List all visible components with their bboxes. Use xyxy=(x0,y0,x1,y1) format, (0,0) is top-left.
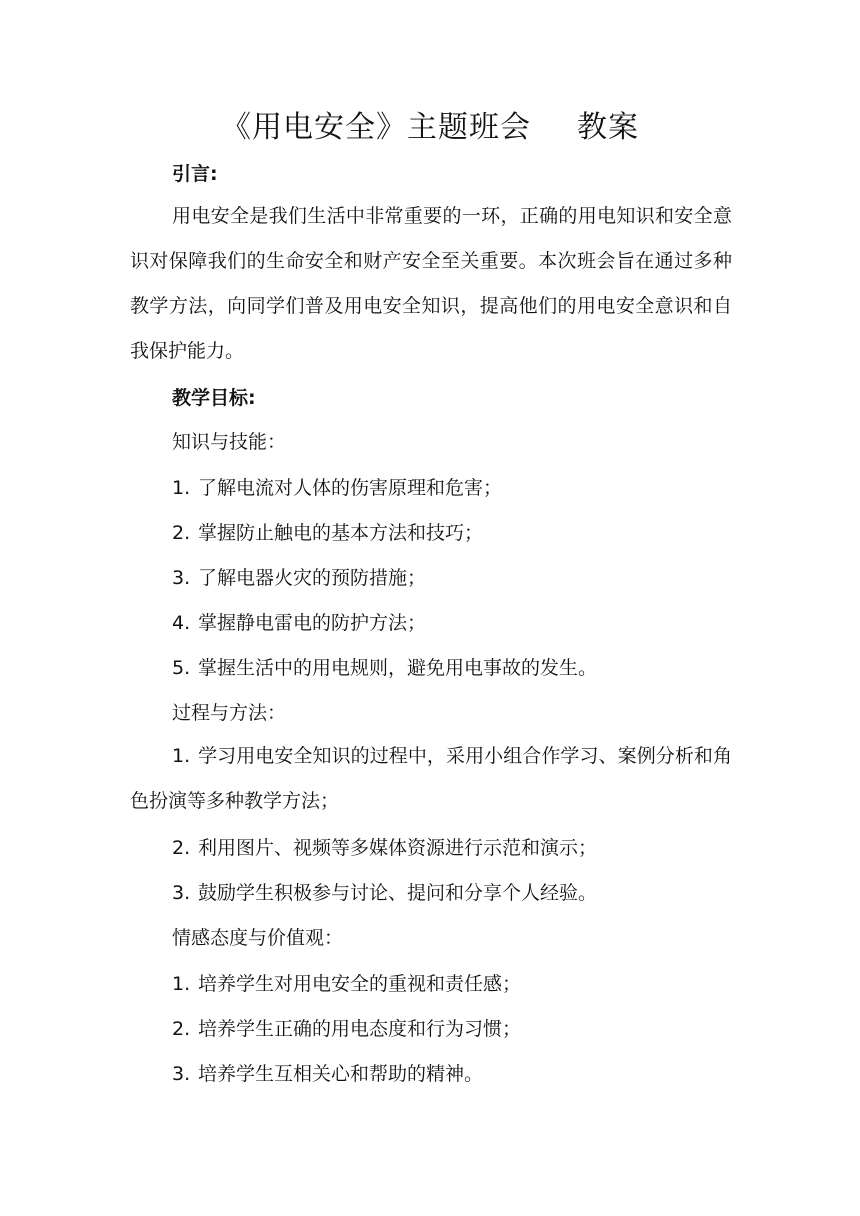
page-title xyxy=(0,106,860,150)
list-item xyxy=(172,1015,732,1043)
emotion-label: 情感态度与价值观： xyxy=(172,927,344,949)
list-item xyxy=(130,734,732,824)
knowledge-label: 知识与技能： xyxy=(172,431,287,453)
list-item-number: 3. xyxy=(172,567,191,589)
intro-paragraph: 用电安全是我们生活中非常重要的一环，正确的用电知识和安全意识对保障我们的生命安全和财产安全至关重要。本次班会旨在通过多种教学方法，向同学们普及用电安全知识，提高他们的用电安全意识和自我保护能力。 xyxy=(130,205,732,362)
list-item-text: 掌握静电雷电的防护方法； xyxy=(198,612,427,634)
list-item-number: 2. xyxy=(172,522,191,544)
list-item-text: 掌握防止触电的基本方法和技巧； xyxy=(198,522,484,544)
list-item-number: 3. xyxy=(172,882,191,904)
objectives-heading: 教学目标: xyxy=(172,387,256,409)
list-item-number: 4. xyxy=(172,612,191,634)
list-item-text: 鼓励学生积极参与讨论、提问和分享个人经验。 xyxy=(198,882,598,904)
title-main: 《用电安全》主题班会 xyxy=(221,110,531,145)
intro-heading: 引言: xyxy=(172,163,218,185)
list-item-number: 1. xyxy=(172,973,191,995)
list-item xyxy=(172,564,732,592)
process-label: 过程与方法： xyxy=(172,702,287,724)
list-item-text: 了解电器火灾的预防措施； xyxy=(198,567,427,589)
list-item xyxy=(172,609,732,637)
list-item-number: 2. xyxy=(172,1018,191,1040)
list-item-text: 学习用电安全知识的过程中，采用小组合作学习、案例分析和角色扮演等多种教学方法； xyxy=(130,745,732,812)
title-suffix: 教案 xyxy=(577,110,639,145)
list-item-number: 3. xyxy=(172,1063,191,1085)
list-item xyxy=(172,1060,732,1088)
list-item-number: 1. xyxy=(172,477,191,499)
list-item-number: 5. xyxy=(172,657,191,679)
list-item-text: 培养学生对用电安全的重视和责任感； xyxy=(198,973,522,995)
list-item-text: 培养学生互相关心和帮助的精神。 xyxy=(198,1063,484,1085)
list-item-text: 利用图片、视频等多媒体资源进行示范和演示； xyxy=(198,837,598,859)
list-item xyxy=(172,834,732,862)
list-item-number: 2. xyxy=(172,837,191,859)
list-item xyxy=(172,654,732,682)
list-item-text: 掌握生活中的用电规则，避免用电事故的发生。 xyxy=(198,657,598,679)
list-item-number: 1. xyxy=(172,745,191,767)
list-item-text: 了解电流对人体的伤害原理和危害； xyxy=(198,477,503,499)
list-item xyxy=(172,519,732,547)
list-item-text: 培养学生正确的用电态度和行为习惯； xyxy=(198,1018,522,1040)
list-item xyxy=(172,474,732,502)
list-item xyxy=(172,970,732,998)
list-item xyxy=(172,879,732,907)
